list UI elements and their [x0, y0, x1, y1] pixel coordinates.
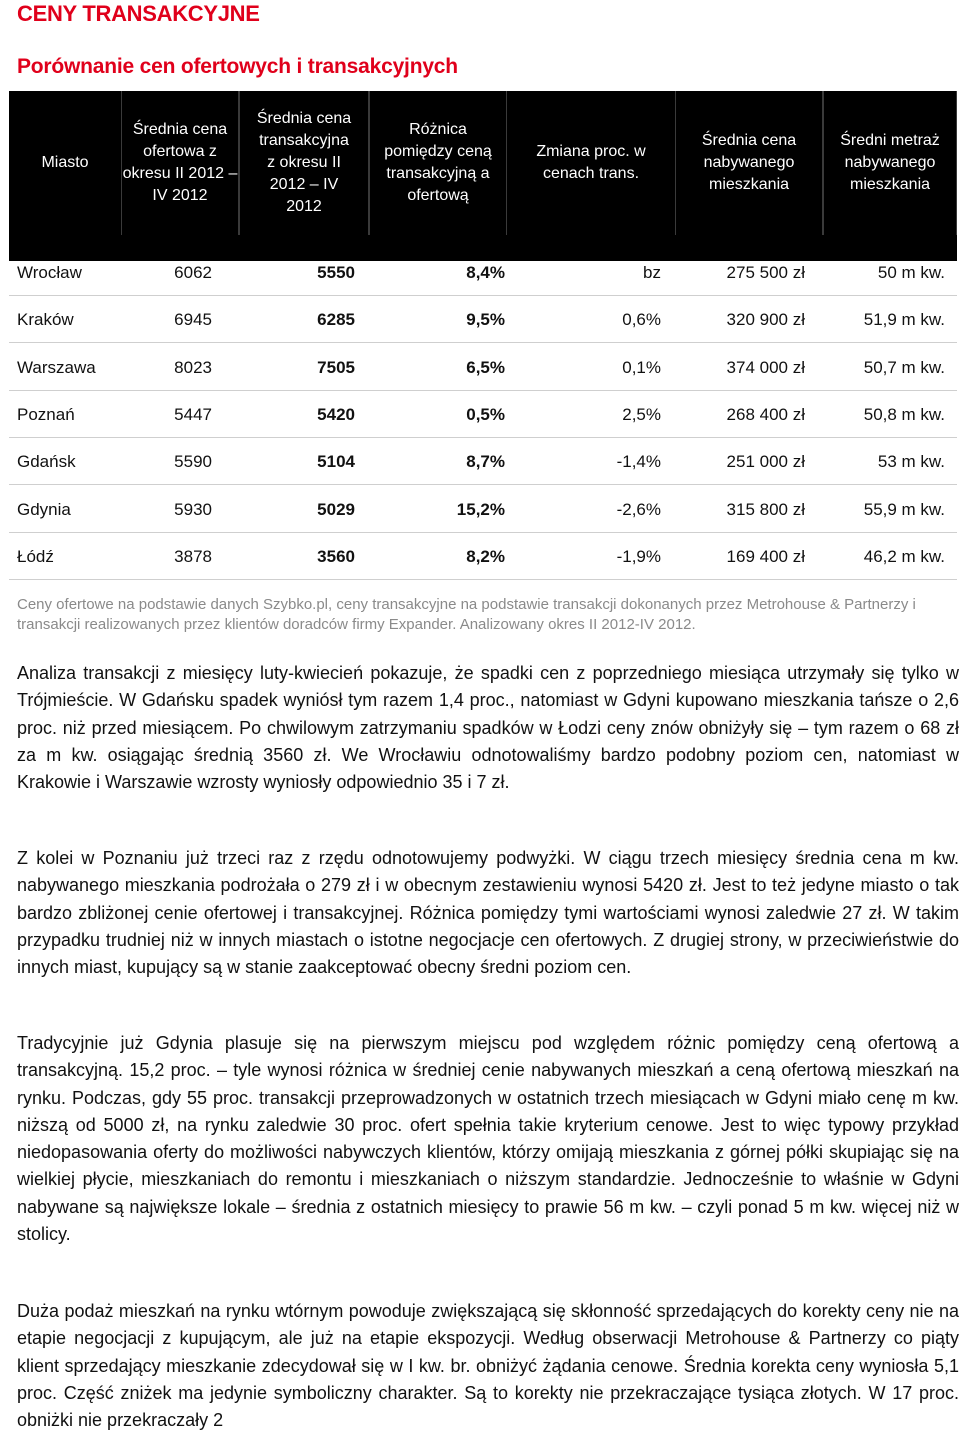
- cell-avg-price: 169 400 zł: [726, 546, 805, 566]
- header-price-change: Zmiana proc. w cenach trans.: [536, 143, 646, 182]
- cell-avg-area: 50,7 m kw.: [863, 357, 945, 377]
- cell-offer-price: 5447: [174, 404, 212, 424]
- row-divider: [9, 390, 957, 391]
- cell-price-difference: 8,4%: [466, 263, 505, 282]
- cell-city: Wrocław: [17, 263, 82, 282]
- cell-avg-area: 51,9 m kw.: [863, 310, 945, 330]
- header-avg-price: Średnia cena nabywanego mieszkania: [675, 91, 823, 235]
- cell-price-change: -1,4%: [616, 452, 661, 472]
- cell-avg-price: 315 800 zł: [726, 499, 805, 519]
- row-divider: [9, 342, 957, 343]
- cell-transaction-price: 5420: [317, 404, 355, 424]
- cell-avg-price: 275 500 zł: [726, 263, 805, 282]
- paragraph-4: Duża podaż mieszkań na rynku wtórnym powoduje zwiększającą się skłonność sprzedających do korekty ceny nie na etapie negocjacji z kupującym, ale już na etapie ekspozycji. Według obserwacji Metrohouse & Partnerzy co piąty klient sprzedający mieszkanie zdecydował się w I kw. br. obniżyć żądania cenowe. Średnia korekta ceny wyniosła 5,1 proc. Część zniżek ma jedynie symboliczny charakter. Są to korekty nie przekraczające tysiąca złotych. W 17 proc. obniżki nie przekraczały 2: [17, 1301, 959, 1431]
- page-title: CENY TRANSAKCYJNE: [17, 1, 260, 26]
- header-city: Miasto: [41, 154, 89, 171]
- cell-avg-area: 55,9 m kw.: [863, 499, 945, 519]
- cell-offer-price: 5590: [174, 452, 212, 472]
- cell-offer-price: 6945: [174, 310, 212, 330]
- cell-price-difference: 8,7%: [466, 452, 505, 472]
- row-divider: [9, 532, 957, 533]
- cell-price-difference: 6,5%: [466, 357, 505, 377]
- cell-price-difference: 0,5%: [466, 404, 505, 424]
- cell-avg-price: 268 400 zł: [726, 404, 805, 424]
- source-note: Ceny ofertowe na podstawie danych Szybko.pl, ceny transakcyjne na podstawie transakcji dokonanych przez Metrohouse & Partnerzy i transakcji realizowanych przez klientów doradców firmy Expander. Analizowany okres II 2012-IV 2012.: [17, 596, 916, 633]
- cell-avg-price: 251 000 zł: [726, 452, 805, 472]
- header-avg-area: Średni metraż nabywanego mieszkania: [823, 91, 957, 235]
- paragraph-1: Analiza transakcji z miesięcy luty-kwiecień pokazuje, że spadki cen z poprzedniego miesiąca utrzymały się tylko w Trójmieście. W Gdańsku spadek wyniósł tym razem 1,4 proc., natomiast w Gdyni kupowano mieszkania tańsze o 2,6 proc. niż przed miesiącem. Po chwilowym zatrzymaniu spadków w Łodzi ceny znów obniżyły się – tym razem o 68 zł za m kw. osiągając średnią 3560 zł. We Wrocławiu odnotowaliśmy bardzo podobny poziom cen, natomiast w Krakowie i Warszawie wzrosty wyniosły odpowiednio 35 i 7 zł.: [17, 663, 959, 793]
- table-row: [9, 439, 957, 485]
- cell-offer-price: 3878: [174, 546, 212, 566]
- cell-transaction-price: 5029: [317, 499, 355, 519]
- cell-transaction-price: 3560: [317, 546, 355, 566]
- row-divider: [9, 295, 957, 296]
- cell-transaction-price: 6285: [317, 310, 355, 330]
- cell-avg-area: 53 m kw.: [877, 452, 945, 472]
- table-row: [9, 297, 957, 343]
- cell-price-change: -2,6%: [616, 499, 661, 519]
- row-divider: [9, 484, 957, 485]
- cell-price-change: 2,5%: [622, 404, 661, 424]
- cell-transaction-price: 7505: [317, 357, 355, 377]
- paragraph-2: Z kolei w Poznaniu już trzeci raz z rzędu odnotowujemy podwyżki. W ciągu trzech miesięcy średnia cena m kw. nabywanego mieszkania podrożała o 279 zł i w obecnym zestawieniu wynosi 5420 zł. Jest to też jedyne miasto o tak bardzo zbliżonej cenie ofertowej i transakcyjnej. Różnica pomiędzy tymi wartościami wynosi zaledwie 27 zł. W takim przypadku trudniej niż w innych miastach o istotne negocjacje cen ofertowych. Z drugiej strony, w przeciwieństwie do innych miast, kupujący są w stanie zaakceptować obecny średni poziom cen.: [17, 848, 959, 978]
- cell-price-difference: 8,2%: [466, 546, 505, 566]
- cell-price-change: bz: [643, 263, 661, 282]
- cell-city: Warszawa: [17, 357, 96, 377]
- cell-transaction-price: 5104: [317, 452, 355, 472]
- paragraph-3: Tradycyjnie już Gdynia plasuje się na pierwszym miejscu pod względem różnic pomiędzy ceną ofertową a transakcyjną. 15,2 proc. – tyle wynosi różnica w średniej cenie nabywanych mieszkań a ceną ofertową mieszkań na rynku. Podczas, gdy 55 proc. transakcji przeprowadzonych w ostatnich trzech miesiącach w Gdyni miało cenę m kw. niższą od 5000 zł, na rynku zaledwie 30 proc. ofert spełnia takie kryterium cenowe. Jest to więc typowy przykład niedopasowania oferty do możliwości nabywczych klientów, którzy omijają mieszkania z górnej półki skupiając się na wielkiej płycie, mieszkaniach do remontu i mieszkaniach o niższym standardzie. Jednocześnie to właśnie w Gdyni nabywane są największe lokale – średnia z ostatnich miesięcy to prawie 56 m kw. – czyli ponad 5 m kw. więcej niż w stolicy.: [17, 1033, 959, 1245]
- table-row: [9, 392, 957, 438]
- cell-city: Poznań: [17, 404, 75, 424]
- cell-price-change: -1,9%: [616, 546, 661, 566]
- row-divider: [9, 579, 957, 580]
- cell-offer-price: 6062: [174, 263, 212, 282]
- cell-price-change: 0,6%: [622, 310, 661, 330]
- cell-avg-area: 50,8 m kw.: [863, 404, 945, 424]
- table-row: [9, 487, 957, 533]
- cell-offer-price: 5930: [174, 499, 212, 519]
- cell-avg-area: 46,2 m kw.: [863, 546, 945, 566]
- cell-city: Kraków: [17, 310, 74, 330]
- row-divider: [9, 437, 957, 438]
- cell-price-change: 0,1%: [622, 357, 661, 377]
- cell-city: Łódź: [17, 546, 54, 566]
- cell-price-difference: 15,2%: [456, 499, 505, 519]
- page-subtitle: Porównanie cen ofertowych i transakcyjnych: [17, 55, 458, 78]
- table-header: [9, 91, 957, 261]
- cell-avg-price: 374 000 zł: [726, 357, 805, 377]
- cell-avg-price: 320 900 zł: [726, 310, 805, 330]
- header-transaction-price: Średnia cena transakcyjna z okresu II 2012 – IV 2012: [239, 91, 369, 235]
- cell-avg-area: 50 m kw.: [877, 263, 945, 282]
- table-row: [9, 345, 957, 391]
- cell-price-difference: 9,5%: [466, 310, 505, 330]
- header-price-difference: Różnica pomiędzy ceną transakcyjną a ofertową: [369, 91, 507, 235]
- cell-city: Gdynia: [17, 499, 71, 519]
- cell-transaction-price: 5550: [317, 263, 355, 282]
- table-row: [9, 250, 957, 296]
- cell-offer-price: 8023: [174, 357, 212, 377]
- table-row: [9, 534, 957, 580]
- cell-city: Gdańsk: [17, 452, 76, 472]
- header-offer-price: Średnia cena ofertowa z okresu II 2012 – IV 2012: [121, 91, 239, 235]
